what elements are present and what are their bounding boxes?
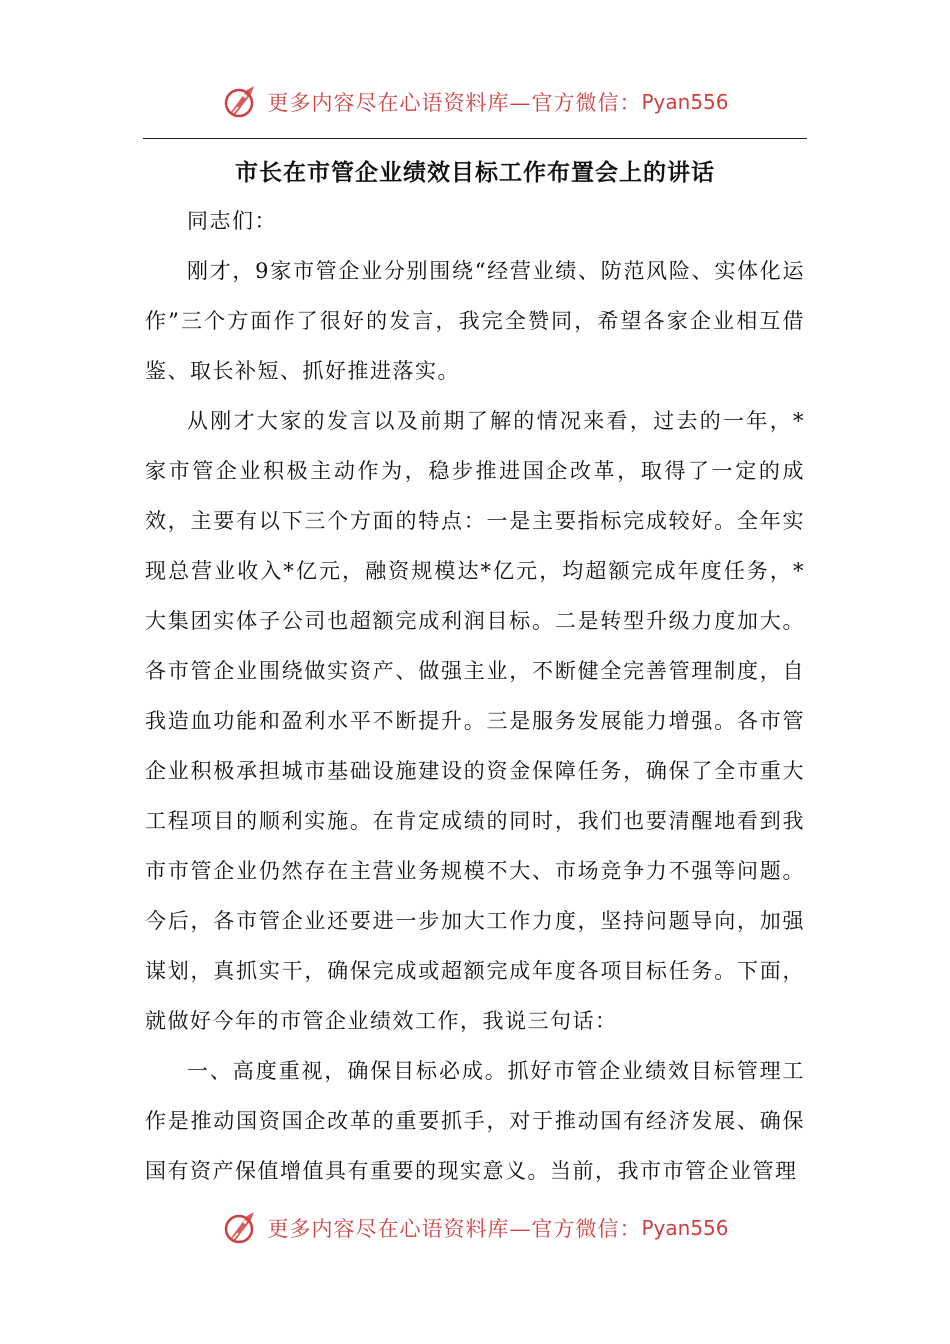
document-title: 市长在市管企业绩效目标工作布置会上的讲话: [235, 160, 715, 186]
watermark-text: 更多内容尽在心语资料库—官方微信：: [267, 1217, 642, 1241]
header-watermark: [0, 80, 950, 124]
header-divider: [143, 138, 807, 139]
document-body: [145, 196, 805, 1196]
watermark-brand: Pyan556: [641, 90, 729, 114]
watermark-text: 更多内容尽在心语资料库—官方微信：: [267, 91, 642, 115]
paragraph-2: 从刚才大家的发言以及前期了解的情况来看，过去的一年，*家市管企业积极主动作为，稳步推进国企改革，取得了一定的成效，主要有以下三个方面的特点：一是主要指标完成较好。全年实现总营业收入*亿元，融资规模达*亿元，均超额完成年度任务，*大集团实体子公司也超额完成利润目标。二是转型升级力度加大。各市管企业围绕做实资产、做强主业，不断健全完善管理制度，自我造血功能和盈利水平不断提升。三是服务发展能力增强。各市管企业积极承担城市基础设施建设的资金保障任务，确保了全市重大工程项目的顺利实施。在肯定成绩的同时，我们也要清醒地看到我市市管企业仍然存在主营业务规模不大、市场竞争力不强等问题。今后，各市管企业还要进一步加大工作力度，坚持问题导向，加强谋划，真抓实干，确保完成或超额完成年度各项目标任务。下面，就做好今年的市管企业绩效工作，我说三句话：: [145, 409, 805, 1033]
footer-watermark: [0, 1206, 950, 1250]
paragraph-1: 刚才，9家市管企业分别围绕“经营业绩、防范风险、实体化运作”三个方面作了很好的发言，我完全赞同，希望各家企业相互借鉴、取长补短、抓好推进落实。: [145, 259, 805, 383]
salutation: 同志们：: [187, 209, 277, 233]
paragraph-3: 一、高度重视，确保目标必成。抓好市管企业绩效目标管理工作是推动国资国企改革的重要抓手，对于推动国有经济发展、确保国有资产保值增值具有重要的现实意义。当前，我市市管企业管理: [145, 1059, 805, 1183]
watermark-brand: Pyan556: [641, 1216, 729, 1240]
pen-nib-logo-icon: [221, 82, 261, 122]
pen-nib-logo-icon: [221, 1208, 261, 1248]
